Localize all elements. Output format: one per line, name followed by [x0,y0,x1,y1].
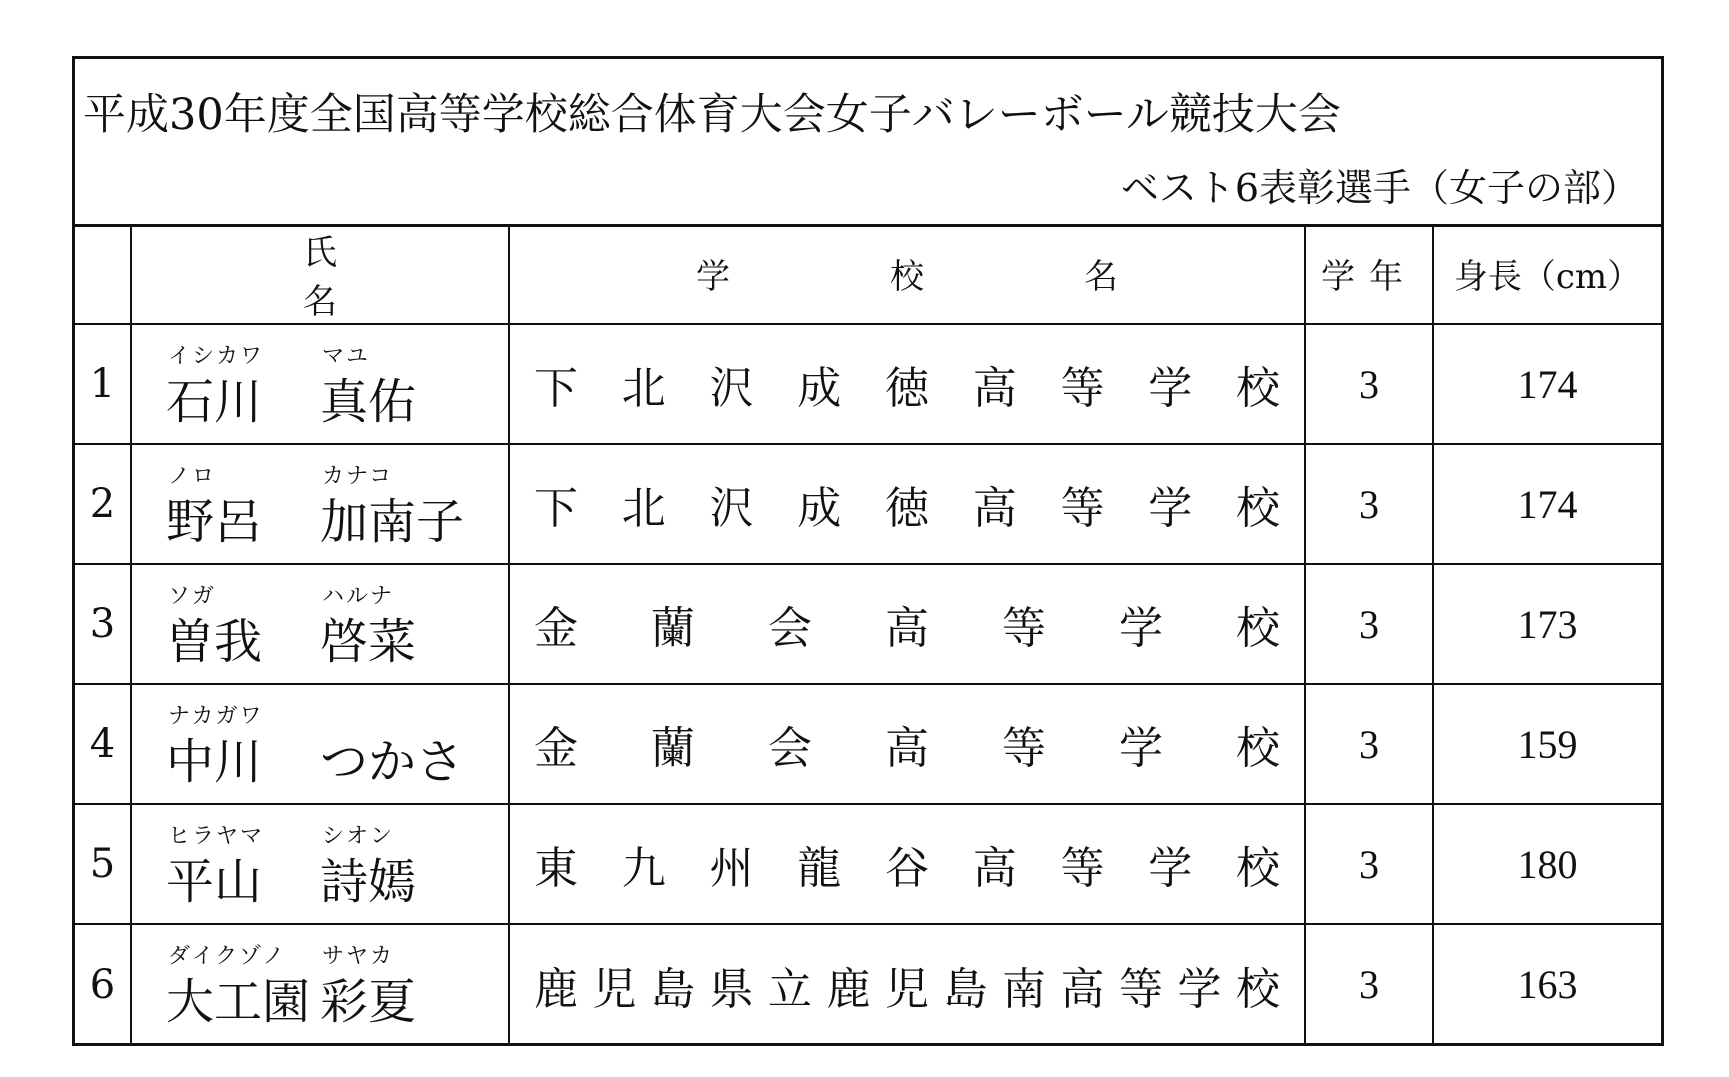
school-name-char: 鹿 [534,963,578,1015]
height-value: 173 [1433,564,1661,684]
school-name-char: 谷 [885,843,929,894]
school-name-char: 龍 [797,843,842,894]
school-name [509,564,1305,684]
surname: 大工園 [166,974,311,1030]
school-name-char: 等 [1002,723,1046,774]
school-name [509,684,1305,804]
school-name-char: 等 [1119,963,1163,1015]
header-name: 氏名 [131,224,509,324]
given-name: 加南子 [320,494,465,550]
row-number: 5 [75,804,131,924]
school-name-char: 県 [709,963,754,1015]
school-name-text [534,352,1280,416]
given-name: 啓菜 [320,614,417,670]
surname-furigana: ノロ [168,464,217,489]
given-name-furigana: カナコ [322,464,394,489]
school-name [509,924,1305,1044]
title-block [75,59,1661,227]
school-name-char: 高 [972,483,1017,534]
given-name: 真佑 [320,374,417,430]
school-name-char: 沢 [709,363,754,414]
height-value: 163 [1433,924,1661,1044]
row-number: 3 [75,564,131,684]
school-name-char: 校 [1236,483,1280,534]
surname-furigana: ヒラヤマ [168,824,265,849]
school-name-char: 校 [1236,603,1280,654]
surname-furigana: ソガ [168,584,217,609]
school-name-char: 児 [885,963,929,1015]
school-name-char: 州 [709,843,754,894]
school-name [509,444,1305,564]
given-name-furigana: ハルナ [322,584,395,609]
row-number: 4 [75,684,131,804]
given-name-furigana: サヤカ [322,944,395,969]
school-name-char: 校 [1236,843,1280,894]
school-name-char: 鹿 [826,963,871,1015]
school-name-char: 高 [885,723,929,774]
school-name-text [534,592,1280,656]
school-name [509,804,1305,924]
row-number: 2 [75,444,131,564]
header-number [75,224,131,324]
table-row [75,324,1661,444]
school-name-char: 北 [621,363,666,414]
given-name: 詩嫣 [320,854,417,910]
school-name-char: 高 [1060,963,1105,1015]
award-document [72,56,1664,1046]
school-name-char: 島 [651,963,695,1015]
given-name-furigana: マユ [322,344,371,369]
player-name [131,564,509,684]
school-name-char: 校 [1236,963,1280,1015]
table-row [75,684,1661,804]
surname: 石川 [166,374,263,430]
player-name [131,924,509,1044]
school-name-char: 高 [885,603,929,654]
school-name [509,324,1305,444]
school-name-text [534,712,1280,776]
row-number: 6 [75,924,131,1044]
school-name-char: 等 [1060,483,1105,534]
school-name-char: 徳 [885,363,929,414]
row-number: 1 [75,324,131,444]
height-value: 180 [1433,804,1661,924]
school-name-char: 学 [1148,363,1193,414]
grade-value: 3 [1305,324,1433,444]
surname: 平山 [166,854,263,910]
document-subtitle: ベスト6表彰選手（女子の部） [1120,166,1639,210]
school-name-char: 東 [534,843,578,894]
height-value: 174 [1433,324,1661,444]
player-name [131,684,509,804]
header-height: 身長（cm） [1433,224,1661,324]
school-name-char: 等 [1002,603,1046,654]
table-row [75,444,1661,564]
grade-value: 3 [1305,924,1433,1044]
school-name-char: 校 [1236,723,1280,774]
school-name-char: 下 [534,483,578,534]
school-name-char: 学 [1177,963,1222,1015]
header-grade: 学年 [1305,224,1433,324]
players-table [75,224,1661,1044]
school-name-text [534,953,1280,1017]
player-name [131,324,509,444]
school-name-char: 等 [1060,363,1105,414]
surname-furigana: ダイクゾノ [168,944,287,969]
school-name-char: 島 [943,963,988,1015]
school-name-char: 九 [621,843,666,894]
surname: 中川 [166,734,263,790]
school-name-char: 高 [972,363,1017,414]
school-name-char: 成 [797,363,842,414]
surname-furigana: イシカワ [168,344,265,369]
table-row [75,924,1661,1044]
school-name-char: 高 [972,843,1017,894]
school-name-char: 蘭 [651,603,695,654]
player-name [131,804,509,924]
table-row [75,564,1661,684]
school-name-char: 金 [534,723,578,774]
given-name-furigana: シオン [322,824,395,849]
given-name: 彩夏 [320,974,417,1030]
school-name-char: 会 [768,603,812,654]
grade-value: 3 [1305,564,1433,684]
school-name-char: 下 [534,363,578,414]
school-name-char: 沢 [709,483,754,534]
player-name [131,444,509,564]
school-name-char: 学 [1148,483,1193,534]
table-row [75,804,1661,924]
header-school: 学校名 [509,224,1305,324]
school-name-char: 蘭 [651,723,695,774]
surname: 曽我 [166,614,263,670]
school-name-char: 徳 [885,483,929,534]
school-name-char: 金 [534,603,578,654]
grade-value: 3 [1305,804,1433,924]
school-name-char: 校 [1236,363,1280,414]
school-name-char: 等 [1060,843,1105,894]
school-name-char: 学 [1148,843,1193,894]
school-name-char: 南 [1002,963,1046,1015]
surname-furigana: ナカガワ [168,704,264,729]
school-name-text [534,472,1280,536]
school-name-char: 立 [768,963,812,1015]
grade-value: 3 [1305,684,1433,804]
height-value: 174 [1433,444,1661,564]
school-name-char: 児 [592,963,637,1015]
document-title: 平成30年度全国高等学校総合体育大会女子バレーボール競技大会 [83,90,1341,140]
school-name-char: 成 [797,483,842,534]
grade-value: 3 [1305,444,1433,564]
school-name-char: 学 [1119,603,1163,654]
given-name: つかさ [320,734,465,790]
school-name-text [534,832,1280,896]
school-name-char: 学 [1119,723,1163,774]
school-name-char: 会 [768,723,812,774]
surname: 野呂 [166,494,263,550]
height-value: 159 [1433,684,1661,804]
school-name-char: 北 [621,483,666,534]
table-header-row [75,224,1661,324]
